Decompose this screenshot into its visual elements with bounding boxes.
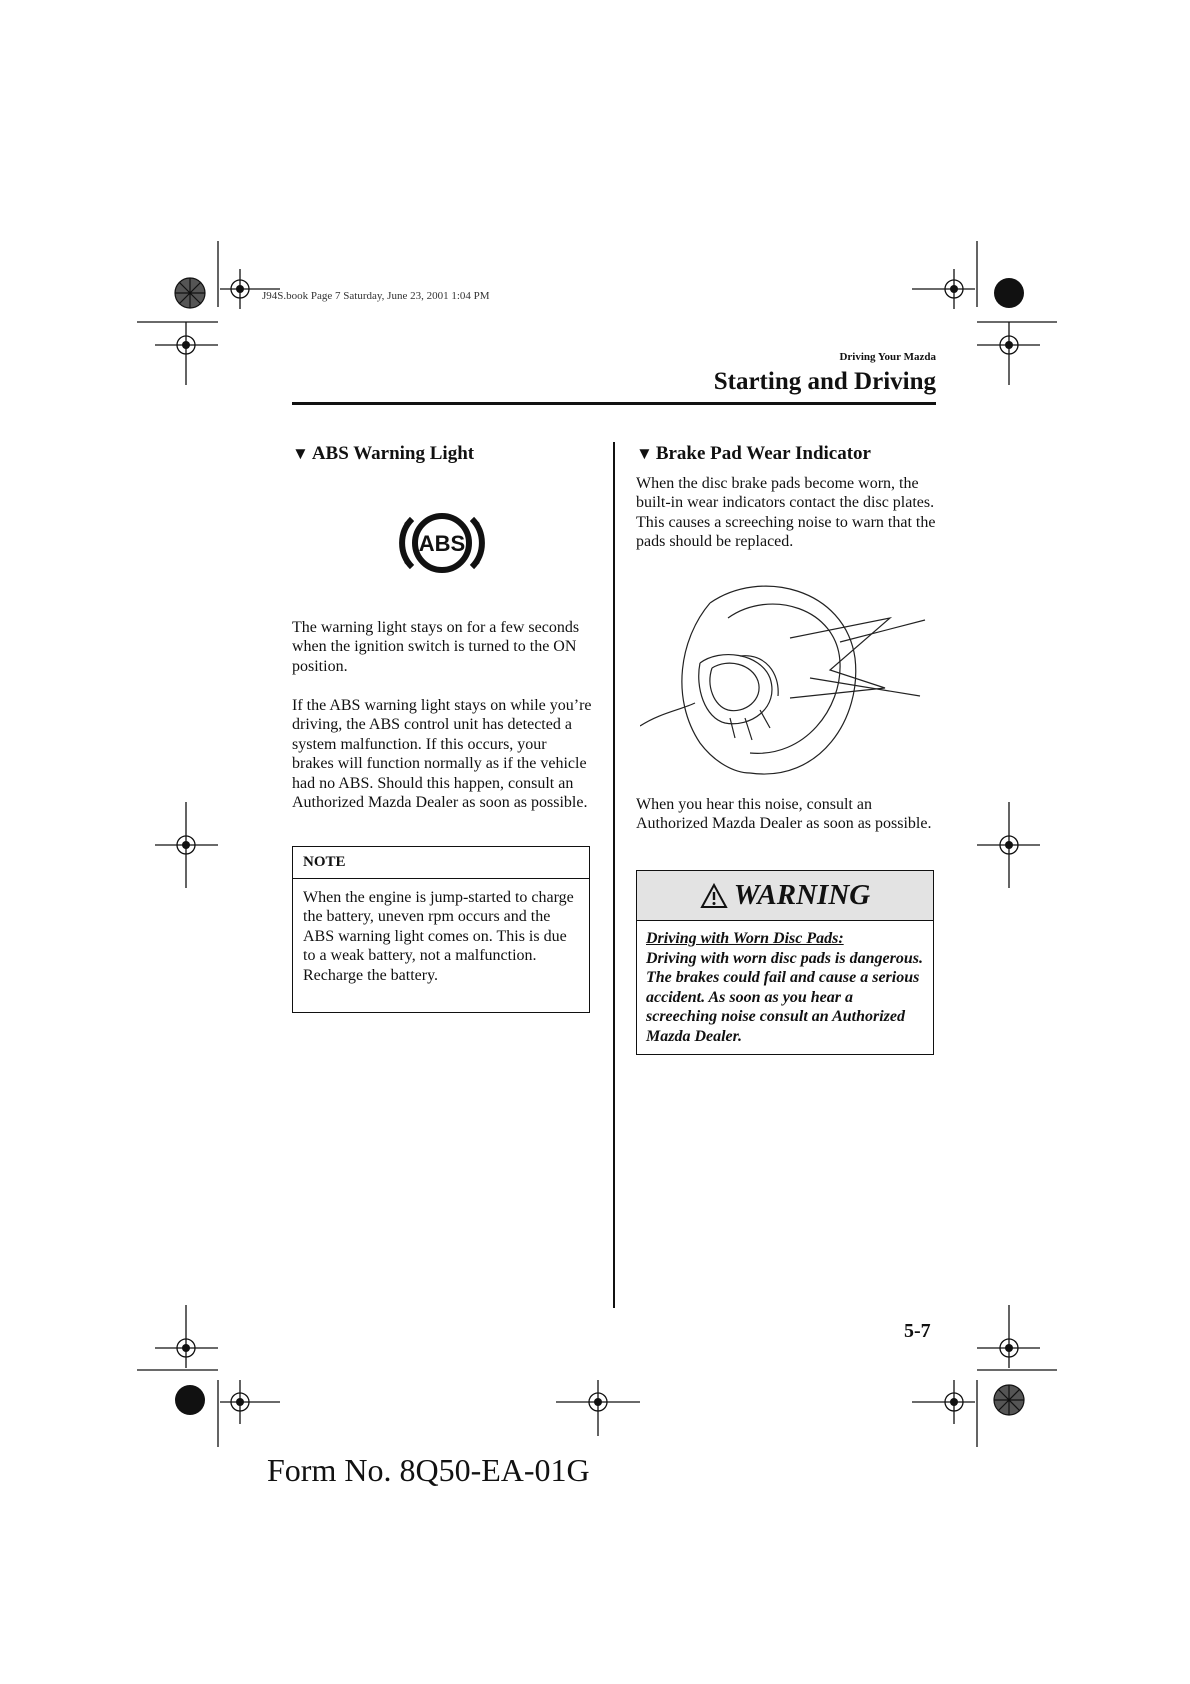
section-title: Starting and Driving [713, 368, 936, 395]
note-line-2: Recharge the battery. [303, 966, 439, 984]
page-number: 5-7 [904, 1320, 931, 1342]
triangle-marker-icon: ▼ [636, 444, 653, 463]
warning-body [637, 921, 933, 1055]
note-label: NOTE [293, 847, 589, 879]
warning-header [637, 871, 933, 921]
abs-icon-label: ABS [418, 531, 466, 556]
warning-box [636, 870, 934, 1055]
warning-label: WARNING [733, 879, 871, 911]
print-slug: J94S.book Page 7 Saturday, June 23, 2001 1:04 PM [262, 290, 490, 302]
warning-triangle-icon [700, 883, 728, 909]
brake-paragraph-2: When you hear this noise, consult an Authorized Mazda Dealer as soon as possible. [636, 796, 932, 833]
warning-text: Driving with worn disc pads is dangerous. The brakes could fail and cause a serious accident. As soon as you hear a screeching noise consult an Authorized Mazda Dealer. [646, 949, 923, 1045]
abs-heading-text: ABS Warning Light [311, 443, 475, 464]
abs-paragraph-2: If the ABS warning light stays on while you’re driving, the ABS control unit has detected a system malfunction. If this occurs, your brakes will function normally as if the vehicle had no ABS. Should this happen, consult an Authorized Mazda Dealer as soon as possible. [292, 697, 592, 812]
section-label: Driving Your Mazda [839, 351, 936, 363]
note-box [292, 846, 590, 1013]
brake-pad-wear-illustration [640, 578, 930, 783]
brake-paragraph-1: When the disc brake pads become worn, the built-in wear indicators contact the disc plates. This causes a screeching noise to warn that the pads should be replaced. [636, 475, 936, 551]
note-body [293, 879, 589, 994]
brake-pad-heading-text: Brake Pad Wear Indicator [655, 443, 871, 464]
warning-subtitle: Driving with Worn Disc Pads: [646, 930, 844, 947]
column-divider [613, 442, 615, 1308]
triangle-marker-icon: ▼ [292, 444, 309, 463]
header-rule [292, 402, 936, 405]
abs-paragraph-1: The warning light stays on for a few seconds when the ignition switch is turned to the ON position. [292, 619, 580, 675]
abs-warning-light-icon [392, 503, 492, 583]
form-number: Form No. 8Q50-EA-01G [267, 1452, 590, 1488]
note-line-1: When the engine is jump-started to charge the battery, uneven rpm occurs and the ABS warning light comes on. This is due to a weak battery, not a malfunction. [303, 889, 574, 965]
abs-heading [292, 443, 474, 465]
brake-pad-heading [636, 443, 871, 465]
